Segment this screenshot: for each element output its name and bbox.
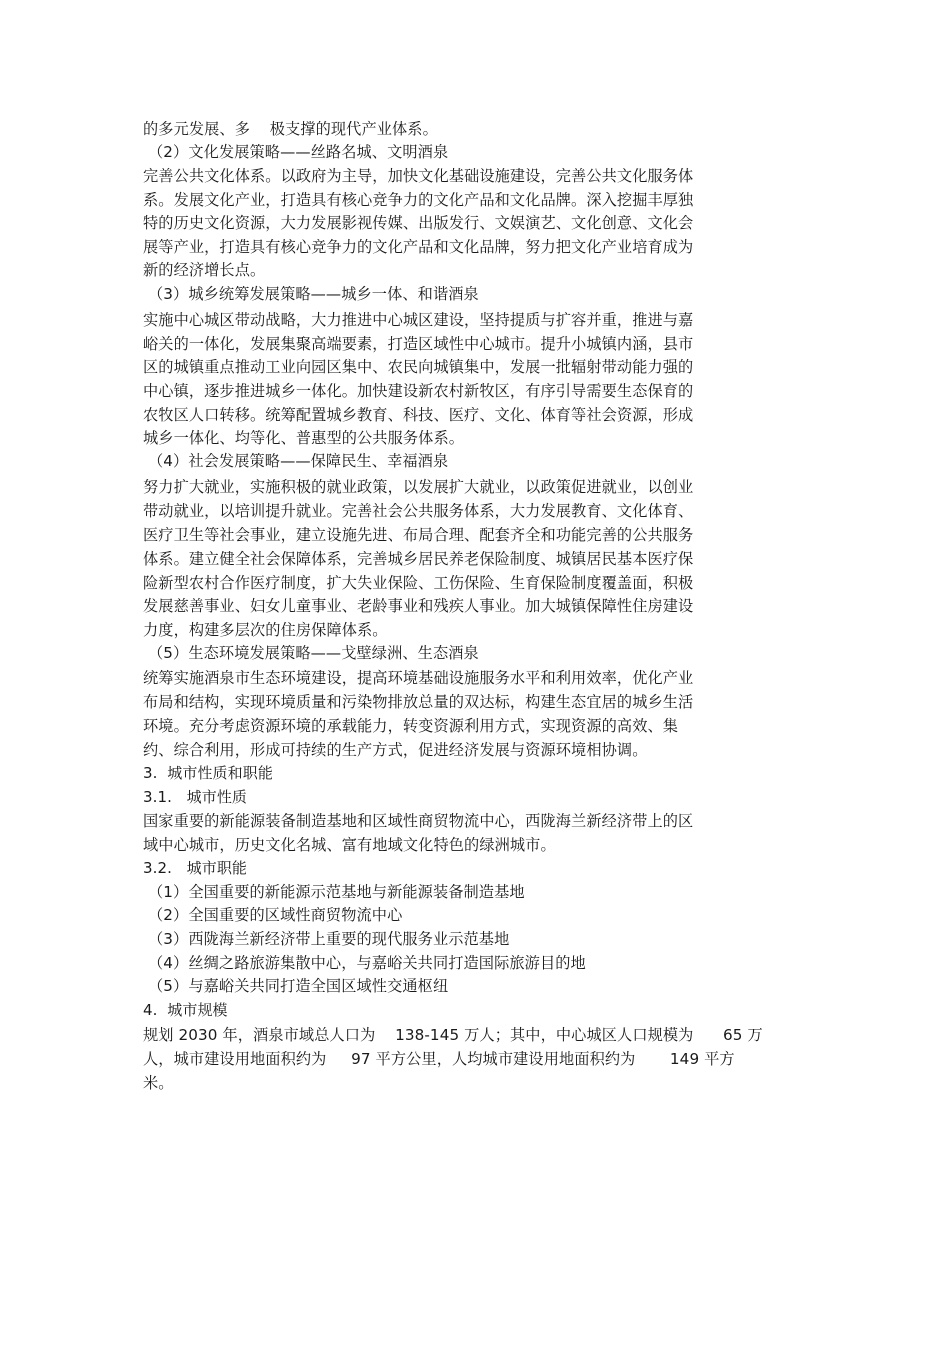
text-line: 布局和结构，实现环境质量和污染物排放总量的双达标，构建生态宜居的城乡生活	[143, 693, 694, 711]
section-heading: （2）文化发展策略——丝路名城、文明酒泉	[148, 143, 449, 161]
list-item: （1）全国重要的新能源示范基地与新能源装备制造基地	[148, 883, 525, 901]
text-line: 实施中心城区带动战略，大力推进中心城区建设，坚持提质与扩容并重，推进与嘉	[143, 311, 694, 329]
text-line: 特的历史文化资源，大力发展影视传媒、出版发行、文娱演艺、文化创意、文化会	[143, 214, 694, 232]
text-line: 峪关的一体化，发展集聚高端要素，打造区域性中心城市。提升小城镇内涵，县市	[143, 335, 694, 353]
section-heading: 4. 城市规模	[143, 1001, 228, 1019]
text-line: 展等产业，打造具有核心竞争力的文化产品和文化品牌，努力把文化产业培育成为	[143, 238, 694, 256]
text-line: 域中心城市，历史文化名城、富有地域文化特色的绿洲城市。	[143, 836, 556, 854]
text-line: 努力扩大就业，实施积极的就业政策，以发展扩大就业，以政策促进就业，以创业	[143, 478, 694, 496]
text-line: 系。发展文化产业，打造具有核心竞争力的文化产品和文化品牌。深入挖掘丰厚独	[143, 191, 694, 209]
text-line: 城乡一体化、均等化、普惠型的公共服务体系。	[143, 429, 465, 447]
text-line: 医疗卫生等社会事业，建立设施先进、布局合理、配套齐全和功能完善的公共服务	[143, 526, 694, 544]
text-line: 区的城镇重点推动工业向园区集中、农民向城镇集中，发展一批辐射带动能力强的	[143, 358, 694, 376]
text-line: 农牧区人口转移。统筹配置城乡教育、科技、医疗、文化、体育等社会资源，形成	[143, 406, 694, 424]
text-line: 完善公共文化体系。以政府为主导，加快文化基础设施建设，完善公共文化服务体	[143, 167, 694, 185]
text-line: 发展慈善事业、妇女儿童事业、老龄事业和残疾人事业。加大城镇保障性住房建设	[143, 597, 694, 615]
list-item: （2）全国重要的区域性商贸物流中心	[148, 906, 403, 924]
list-item: （5）与嘉峪关共同打造全国区域性交通枢纽	[148, 977, 449, 995]
text-line: 规划 2030 年，酒泉市域总人口为 138-145 万人；其中，中心城区人口规模为 65 万	[143, 1026, 763, 1044]
section-heading: （4）社会发展策略——保障民生、幸福酒泉	[148, 452, 449, 470]
text-line: 体系。建立健全社会保障体系，完善城乡居民养老保险制度、城镇居民基本医疗保	[143, 550, 694, 568]
section-heading: 3. 城市性质和职能	[143, 764, 273, 782]
list-item: （4）丝绸之路旅游集散中心，与嘉峪关共同打造国际旅游目的地	[148, 954, 586, 972]
section-heading: （3）城乡统筹发展策略——城乡一体、和谐酒泉	[148, 285, 479, 303]
text-line: 约、综合利用，形成可持续的生产方式，促进经济发展与资源环境相协调。	[143, 741, 648, 759]
text-line: 统筹实施酒泉市生态环境建设，提高环境基础设施服务水平和利用效率，优化产业	[143, 669, 694, 687]
text-line: 带动就业，以培训提升就业。完善社会公共服务体系，大力发展教育、文化体育、	[143, 502, 694, 520]
text-line: 险新型农村合作医疗制度，扩大失业保险、工伤保险、生育保险制度覆盖面，积极	[143, 574, 694, 592]
text-line: 新的经济增长点。	[143, 261, 266, 279]
text-line: 米。	[143, 1074, 174, 1092]
text-line: 环境。充分考虑资源环境的承载能力，转变资源利用方式，实现资源的高效、集	[143, 717, 679, 735]
text-line: 国家重要的新能源装备制造基地和区域性商贸物流中心，西陇海兰新经济带上的区	[143, 812, 694, 830]
subsection-heading: 3.1. 城市性质	[143, 788, 248, 806]
list-item: （3）西陇海兰新经济带上重要的现代服务业示范基地	[148, 930, 510, 948]
text-line: 人，城市建设用地面积约为 97 平方公里，人均城市建设用地面积约为 149 平方	[143, 1050, 735, 1068]
section-heading: （5）生态环境发展策略——戈壁绿洲、生态酒泉	[148, 644, 479, 662]
text-line: 的多元发展、多 极支撑的现代产业体系。	[143, 120, 438, 138]
text-line: 力度，构建多层次的住房保障体系。	[143, 621, 388, 639]
text-line: 中心镇，逐步推进城乡一体化。加快建设新农村新牧区，有序引导需要生态保育的	[143, 382, 694, 400]
subsection-heading: 3.2. 城市职能	[143, 859, 248, 877]
